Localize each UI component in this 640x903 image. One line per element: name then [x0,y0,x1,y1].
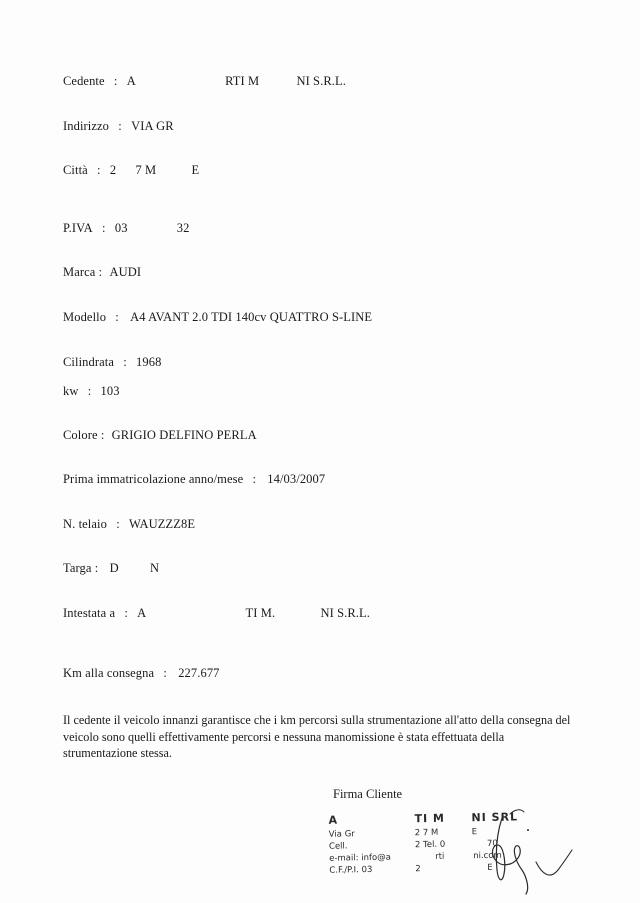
citta-value-part3: E [191,163,200,177]
modello-separator: : [115,310,119,324]
intestata-value-part2: TI M. [245,606,276,620]
stamp-email-part2: rti [435,851,445,862]
citta-line [63,163,199,178]
targa-value-part2: N [149,561,160,575]
modello-label: Modello [63,310,107,324]
citta-separator: : [97,163,101,177]
piva-line [63,221,189,236]
piva-value-part1: 03 [114,221,128,235]
kw-line [63,384,120,399]
stamp-address-part1: Via Gr [328,829,355,840]
cilindrata-separator: : [123,355,127,369]
cedente-value-part2: RTI M [225,74,260,88]
indirizzo-value: VIA GR [131,119,174,133]
targa-label: Targa : [63,561,99,575]
colore-label: Colore : [63,428,105,442]
km-separator: : [163,666,167,680]
km-value: 227.677 [178,666,220,680]
telaio-label: N. telaio [63,517,107,531]
immatricolazione-label: Prima immatricolazione anno/mese [63,472,244,486]
signature-label: Firma Cliente [333,787,403,801]
citta-label: Città [63,163,88,177]
stamp-email-part3: ni.com [473,850,502,862]
cedente-line [63,74,346,89]
handwritten-signature [440,800,580,895]
cilindrata-value: 1968 [136,355,162,369]
cedente-value-part3: NI S.R.L. [296,74,346,88]
intestata-label: Intestata a [63,606,116,620]
stamp-address-part3: E [471,827,478,838]
kw-separator: : [87,384,92,398]
stamp-address-part2: 2 7 M [414,827,439,839]
marca-value: AUDI [109,265,142,279]
marca-line [63,265,141,280]
marca-label: Marca : [63,265,103,279]
indirizzo-line [63,119,174,134]
stamp-email-part1: e-mail: info@a [329,852,392,864]
modello-value: A4 AVANT 2.0 TDI 140cv QUATTRO S-LINE [130,310,373,324]
cedente-label: Cedente [63,74,105,88]
stamp-cf-part1: C.F./P.I. 03 [329,864,373,876]
declaration-paragraph: Il cedente il veicolo innanzi garantisce che i km percorsi sulla strumentazione all'atto della consegna del veicolo sono quelli effettivamente percorsi e nessuna manomissione è stata effettuata della strumentazione stessa. [63,713,571,760]
immatricolazione-separator: : [252,472,257,486]
cilindrata-line [63,355,161,370]
stamp-name-part1: A [328,813,339,827]
kw-label: kw [63,384,79,398]
kw-value: 103 [100,384,120,398]
immatricolazione-line [63,472,325,487]
cedente-separator: : [113,74,118,88]
intestata-line [63,606,370,621]
piva-value-part2: 32 [176,221,190,235]
intestata-separator: : [124,606,128,620]
immatricolazione-value: 14/03/2007 [267,472,326,486]
citta-value-part2: 7 M [135,163,157,177]
piva-separator: : [102,221,106,235]
intestata-value-part1: A [137,606,147,620]
stamp-cell-part3: 70 [486,838,498,849]
stamp-cf-part3: E [487,862,493,873]
stamp-name-part2: TI M [414,811,445,826]
stamp-cf-part2: 2 [415,864,421,875]
km-line [63,666,220,681]
modello-line [63,310,372,325]
telaio-line [63,517,195,532]
telaio-value: WAUZZZ8E [129,517,196,531]
targa-value-part1: D [109,561,119,575]
targa-line [63,561,159,576]
stamp-name-part3: NI SRL [471,810,519,825]
stamp-cell-part1: Cell. [328,841,348,852]
stamp-cell-part2: 2 Tel. 0 [414,839,446,851]
colore-value: GRIGIO DELFINO PERLA [111,428,257,442]
km-label: Km alla consegna [63,666,155,680]
telaio-separator: : [116,517,120,531]
citta-value-part1: 2 [109,163,117,177]
cedente-value-part1: A [126,74,136,88]
indirizzo-label: Indirizzo [63,119,110,133]
cilindrata-label: Cilindrata [63,355,114,369]
piva-label: P.IVA [63,221,93,235]
colore-line [63,428,257,443]
indirizzo-separator: : [118,119,122,133]
intestata-value-part3: NI S.R.L. [320,606,370,620]
